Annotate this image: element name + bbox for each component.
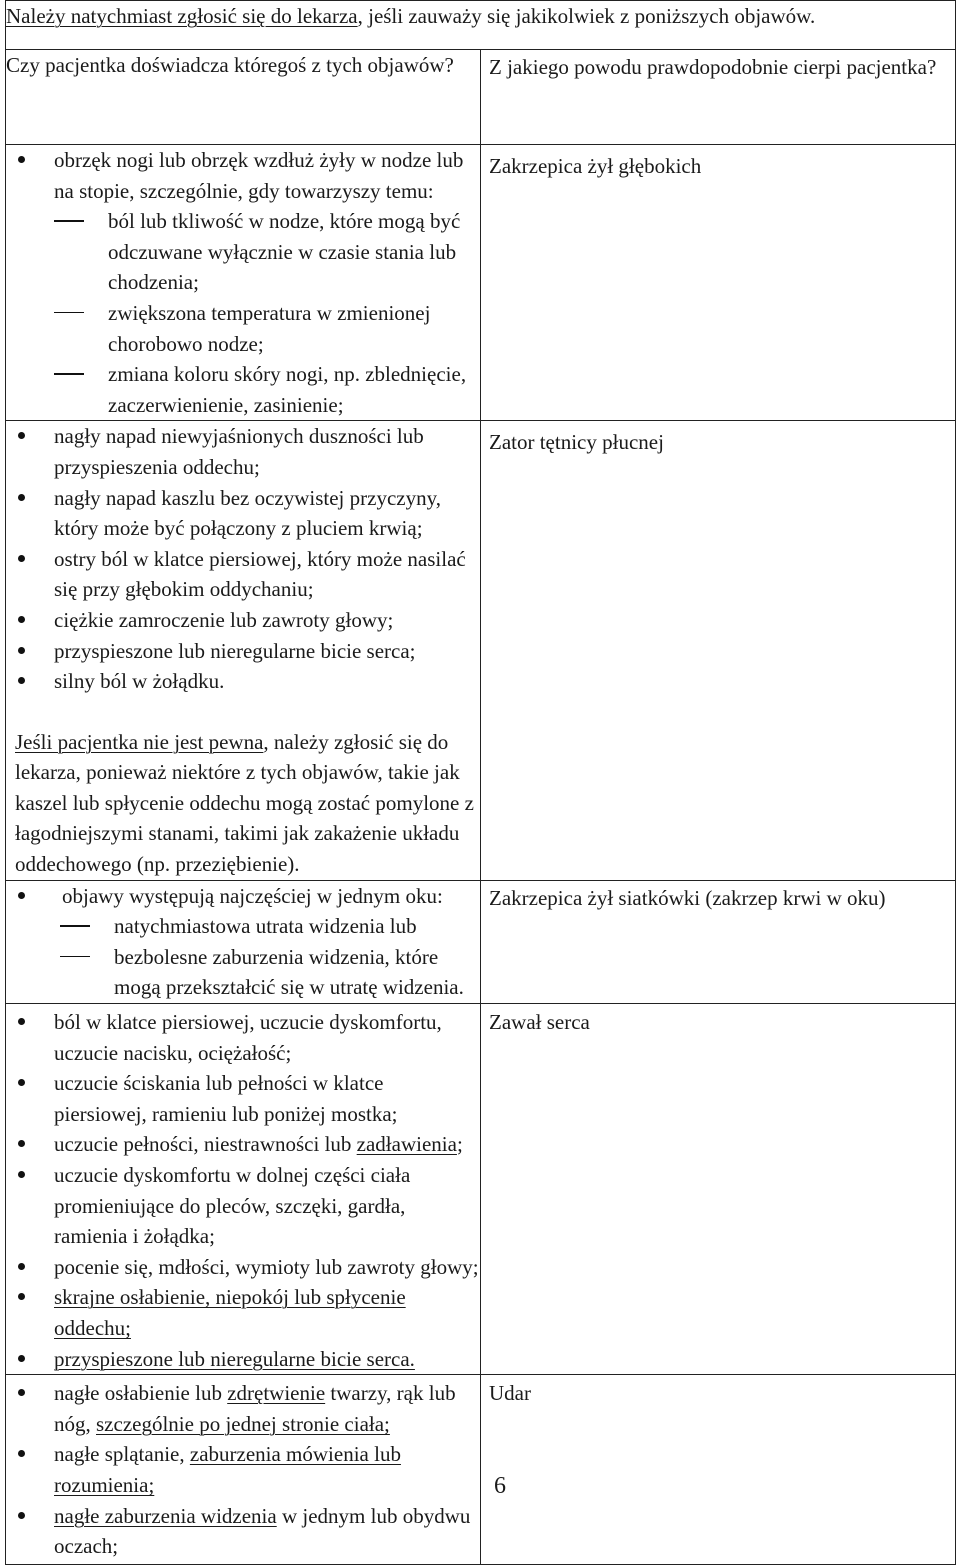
item-text: twarzy, rąk lub nóg, [54,1381,456,1436]
list-item [6,145,480,420]
sub-item: bezbolesne zaburzenia widzenia, które mogą przekształcić się w utratę widzenia. [60,942,480,1003]
diagnosis-label: Zator tętnicy płucnej [489,430,664,455]
row-dvt [6,145,956,421]
header-right: Z jakiego powodu prawdopodobnie cierpi pacjentka? [481,50,956,145]
diagnosis-label: Zawał serca [489,1010,590,1035]
list-item: ciężkie zamroczenie lub zawroty głowy; [6,605,480,636]
row-pe [6,421,956,880]
row-stroke [6,1375,956,1565]
mi-symptoms [6,1004,481,1375]
item-text: uczucie pełności, niestrawności lub [54,1132,357,1157]
diagnosis-label: Zakrzepica żył głębokich [489,154,702,178]
diagnosis-label: Udar [489,1381,531,1406]
list-item [6,1344,480,1375]
mi-list [6,1004,480,1374]
item-text: ; [456,1132,463,1157]
list-item: pocenie się, mdłości, wymioty lub zawroty głowy; [6,1252,480,1283]
row-retinal [6,880,956,1003]
pe-symptoms [6,421,481,880]
intro-row [6,1,956,50]
symptoms-table [5,0,956,1565]
pe-note [6,727,480,880]
row-mi [6,1004,956,1375]
list-item: ból w klatce piersiowej, uczucie dyskomfortu, uczucie nacisku, ociężałość; [6,1007,480,1068]
item-underlined: skrajne osłabienie, niepokój lub spłycenie oddechu; [54,1285,406,1340]
sub-item: ból lub tkliwość w nodze, które mogą być odczuwane wyłącznie w czasie stania lub chodzenia; [54,206,480,298]
list-item: nagły napad niewyjaśnionych duszności lub przyspieszenia oddechu; [6,421,480,482]
intro-text [6,1,955,32]
dvt-sublist [54,206,480,420]
intro-underlined: Należy natychmiast zgłosić się do lekarza [6,4,358,28]
list-item [6,1501,480,1562]
page-number: 6 [494,1473,506,1499]
item-text: w jednym lub obydwu oczach; [54,1503,471,1559]
stroke-diagnosis [481,1375,956,1565]
item-underlined: szczególnie po jednej stronie ciała; [96,1411,390,1436]
dvt-list [6,145,480,420]
intro-rest: , jeśli zauważy się jakikolwiek z poniższych objawów. [357,4,816,28]
pe-note-rest: , należy zgłosić się do lekarza, ponieważ niektóre z tych objawów, takie jak kaszel lub spłycenie oddechu mogą zostać pomylone z łagodniejszymi stanami, takimi jak zakażenie układu oddechowego (np. przeziębienie). [15,729,474,877]
sub-item: zmiana koloru skóry nogi, np. zblednięcie, zaczerwienienie, zasinienie; [54,359,480,420]
dvt-symptoms [6,145,481,421]
list-item: nagły napad kaszlu bez oczywistej przyczyny, który może być połączony z pluciem krwią; [6,483,480,544]
pe-note-underlined: Jeśli pacjentka nie jest pewna [15,729,264,754]
retinal-symptoms [6,880,481,1003]
list-item: silny ból w żołądku. [6,666,480,697]
item-underlined: zdrętwienie [227,1381,326,1406]
retinal-sublist [60,911,480,1003]
diagnosis-label: Zakrzepica żył siatkówki (zakrzep krwi w oku) [489,885,886,910]
item-underlined: nagłe zaburzenia widzenia [54,1503,277,1528]
header-row [6,50,956,145]
item-underlined: zadławienia [356,1132,457,1157]
item-text: nagłe osłabienie lub [54,1381,228,1406]
list-item: ostry ból w klatce piersiowej, który może nasilać się przy głębokim oddychaniu; [6,544,480,605]
stroke-list [6,1375,480,1564]
sub-item: natychmiastowa utrata widzenia lub [60,911,480,942]
list-item [6,1129,480,1160]
dvt-main: obrzęk nogi lub obrzęk wzdłuż żyły w nodze lub na stopie, szczególnie, gdy towarzyszy temu: [54,148,464,203]
item-underlined: zaburzenia mówienia lub rozumienia; [54,1442,401,1497]
header-left: Czy pacjentka doświadcza któregoś z tych objawów? [6,50,481,145]
intro-cell [6,1,956,50]
mi-diagnosis [481,1004,956,1375]
list-item: przyspieszone lub nieregularne bicie serca; [6,636,480,667]
pe-list [6,421,480,696]
item-underlined: przyspieszone lub nieregularne bicie serca. [54,1346,415,1371]
stroke-symptoms [6,1375,481,1565]
retinal-diagnosis [481,880,956,1003]
item-text: nagłe splątanie, [54,1442,190,1467]
dvt-diagnosis [481,145,956,421]
sub-item: zwiększona temperatura w zmienionej chorobowo nodze; [54,298,480,359]
list-item: uczucie ściskania lub pełności w klatce piersiowej, ramieniu lub poniżej mostka; [6,1068,480,1129]
pe-diagnosis [481,421,956,880]
retinal-main: objawy występują najczęściej w jednym oku: [62,883,443,908]
retinal-list [6,881,480,1003]
list-item [6,881,480,1003]
list-item [6,1282,480,1343]
list-item [6,1378,480,1439]
list-item: uczucie dyskomfortu w dolnej części ciała promieniujące do pleców, szczęki, gardła, ramienia i żołądka; [6,1160,480,1252]
